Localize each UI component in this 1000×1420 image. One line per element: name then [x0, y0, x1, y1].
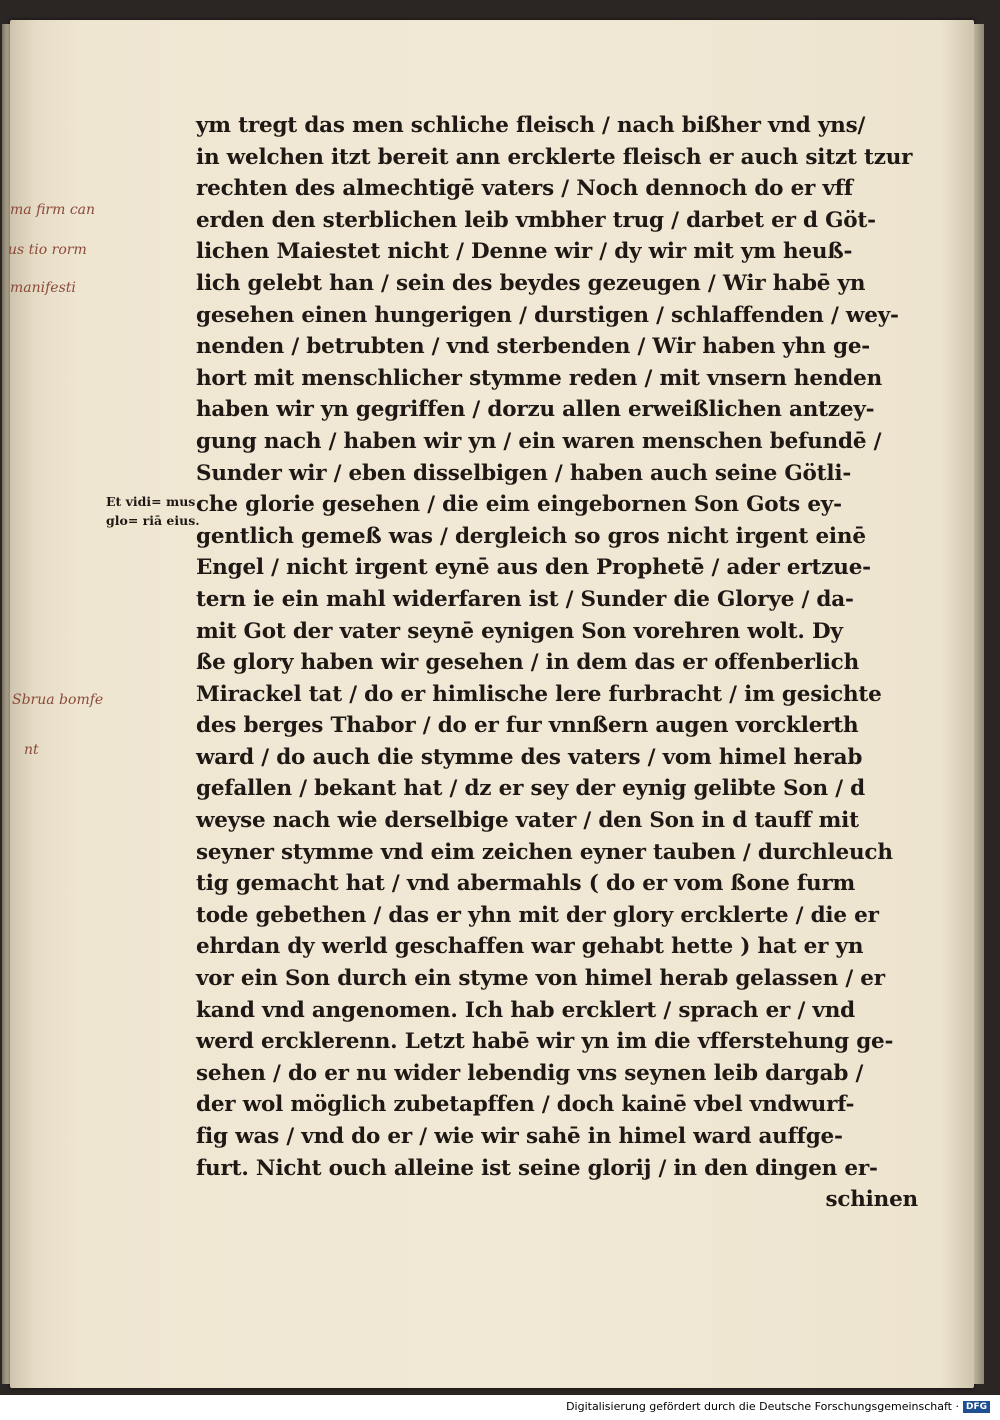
- text-line: Sunder wir / eben disselbigen / haben auch seine Götli-: [196, 460, 852, 486]
- text-line: gung nach / haben wir yn / ein waren menschen befundē /: [196, 428, 882, 454]
- text-line: ward / do auch die stymme des vaters / vom himel herab: [196, 744, 863, 770]
- page-left-edge: [2, 24, 10, 1384]
- handwritten-note: Sbrua bomfe: [12, 692, 104, 708]
- text-line: hort mit menschlicher stymme reden / mit vnsern henden: [196, 365, 883, 391]
- text-line: des berges Thabor / do er fur vnnßern augen vorcklerth: [196, 713, 859, 739]
- digitization-footer: [560, 1400, 990, 1418]
- body-text-block: [196, 110, 938, 1216]
- text-line: sehen / do er nu wider lebendig vns seynen leib dargab /: [196, 1060, 864, 1086]
- printed-marginal-note: Et vidi= mus glo= riā eius.: [106, 494, 200, 528]
- text-line: tode gebethen / das er yhn mit der glory ercklerte / die er: [196, 902, 879, 928]
- text-line: furt. Nicht ouch alleine ist seine glorij / in den dingen er-: [196, 1155, 878, 1181]
- handwritten-note: manifesti: [10, 280, 76, 296]
- text-line: Engel / nicht irgent eynē aus den Prophetē / ader ertzue-: [196, 555, 871, 581]
- text-line: rechten des almechtigē vaters / Noch dennoch do er vff: [196, 176, 853, 202]
- text-line: der wol möglich zubetapffen / doch kainē vbel vndwurf-: [196, 1092, 855, 1118]
- text-line: in welchen itzt bereit ann ercklerte fleisch er auch sitzt tzur: [196, 144, 913, 170]
- text-line: ehrdan dy werld geschaffen war gehabt hette ) hat er yn: [196, 934, 864, 960]
- text-line: fig was / vnd do er / wie wir sahē in himel ward auffge-: [196, 1124, 843, 1149]
- text-line: weyse nach wie derselbige vater / den Son in d tauff mit: [196, 808, 859, 834]
- text-line: nenden / betrubten / vnd sterbenden / Wir haben yhn ge-: [196, 334, 871, 360]
- text-line: che glorie gesehen / die eim eingebornen Son Gots ey-: [196, 492, 842, 518]
- handwritten-note: nt: [24, 742, 39, 758]
- text-line: erden den sterblichen leib vmbher trug / darbet er d Göt-: [196, 207, 876, 233]
- text-line: kand vnd angenomen. Ich hab ercklert / sprach er / vnd: [196, 997, 855, 1023]
- text-line: gentlich gemeß was / dergleich so gros nicht irgent einē: [196, 523, 866, 549]
- text-line: vor ein Son durch ein styme von himel herab gelassen / er: [196, 966, 885, 992]
- text-line: tern ie ein mahl widerfaren ist / Sunder die Glorye / da-: [196, 586, 854, 612]
- page-right-edge: [974, 24, 984, 1384]
- text-line: tig gemacht hat / vnd abermahls ( do er vom ßone furm: [196, 871, 856, 897]
- text-line: gesehen einen hungerigen / durstigen / schlaffenden / wey-: [196, 302, 899, 328]
- text-line: ße glory haben wir gesehen / in dem das er offenberlich: [196, 650, 860, 676]
- dfg-logo: DFG: [963, 1401, 990, 1413]
- handwritten-note: us tio rorm: [8, 242, 87, 258]
- text-line: lichen Maiestet nicht / Denne wir / dy wir mit ym heuß-: [196, 239, 853, 265]
- text-line: lich gelebt han / sein des beydes gezeugen / Wir habē yn: [196, 270, 866, 296]
- handwritten-note: ma firm can: [10, 202, 96, 218]
- text-line: Mirackel tat / do er himlische lere furbracht / im gesichte: [196, 681, 882, 707]
- text-line: werd ercklerenn. Letzt habē wir yn im die vfferstehung ge-: [196, 1029, 894, 1055]
- text-line: mit Got der vater seynē eynigen Son vorehren wolt. Dy: [196, 618, 843, 644]
- footer-text: Digitalisierung gefördert durch die Deutsche Forschungsgemeinschaft ·: [566, 1400, 959, 1413]
- text-line: haben wir yn gegriffen / dorzu allen erweißlichen antzey-: [196, 397, 875, 423]
- text-line: gefallen / bekant hat / dz er sey der eynig gelibte Son / d: [196, 776, 865, 802]
- text-line: seyner stymme vnd eim zeichen eyner tauben / durchleuch: [196, 839, 893, 865]
- text-line: ym tregt das men schliche fleisch / nach bißher vnd yns/: [196, 113, 866, 138]
- text-line: schinen: [825, 1187, 918, 1213]
